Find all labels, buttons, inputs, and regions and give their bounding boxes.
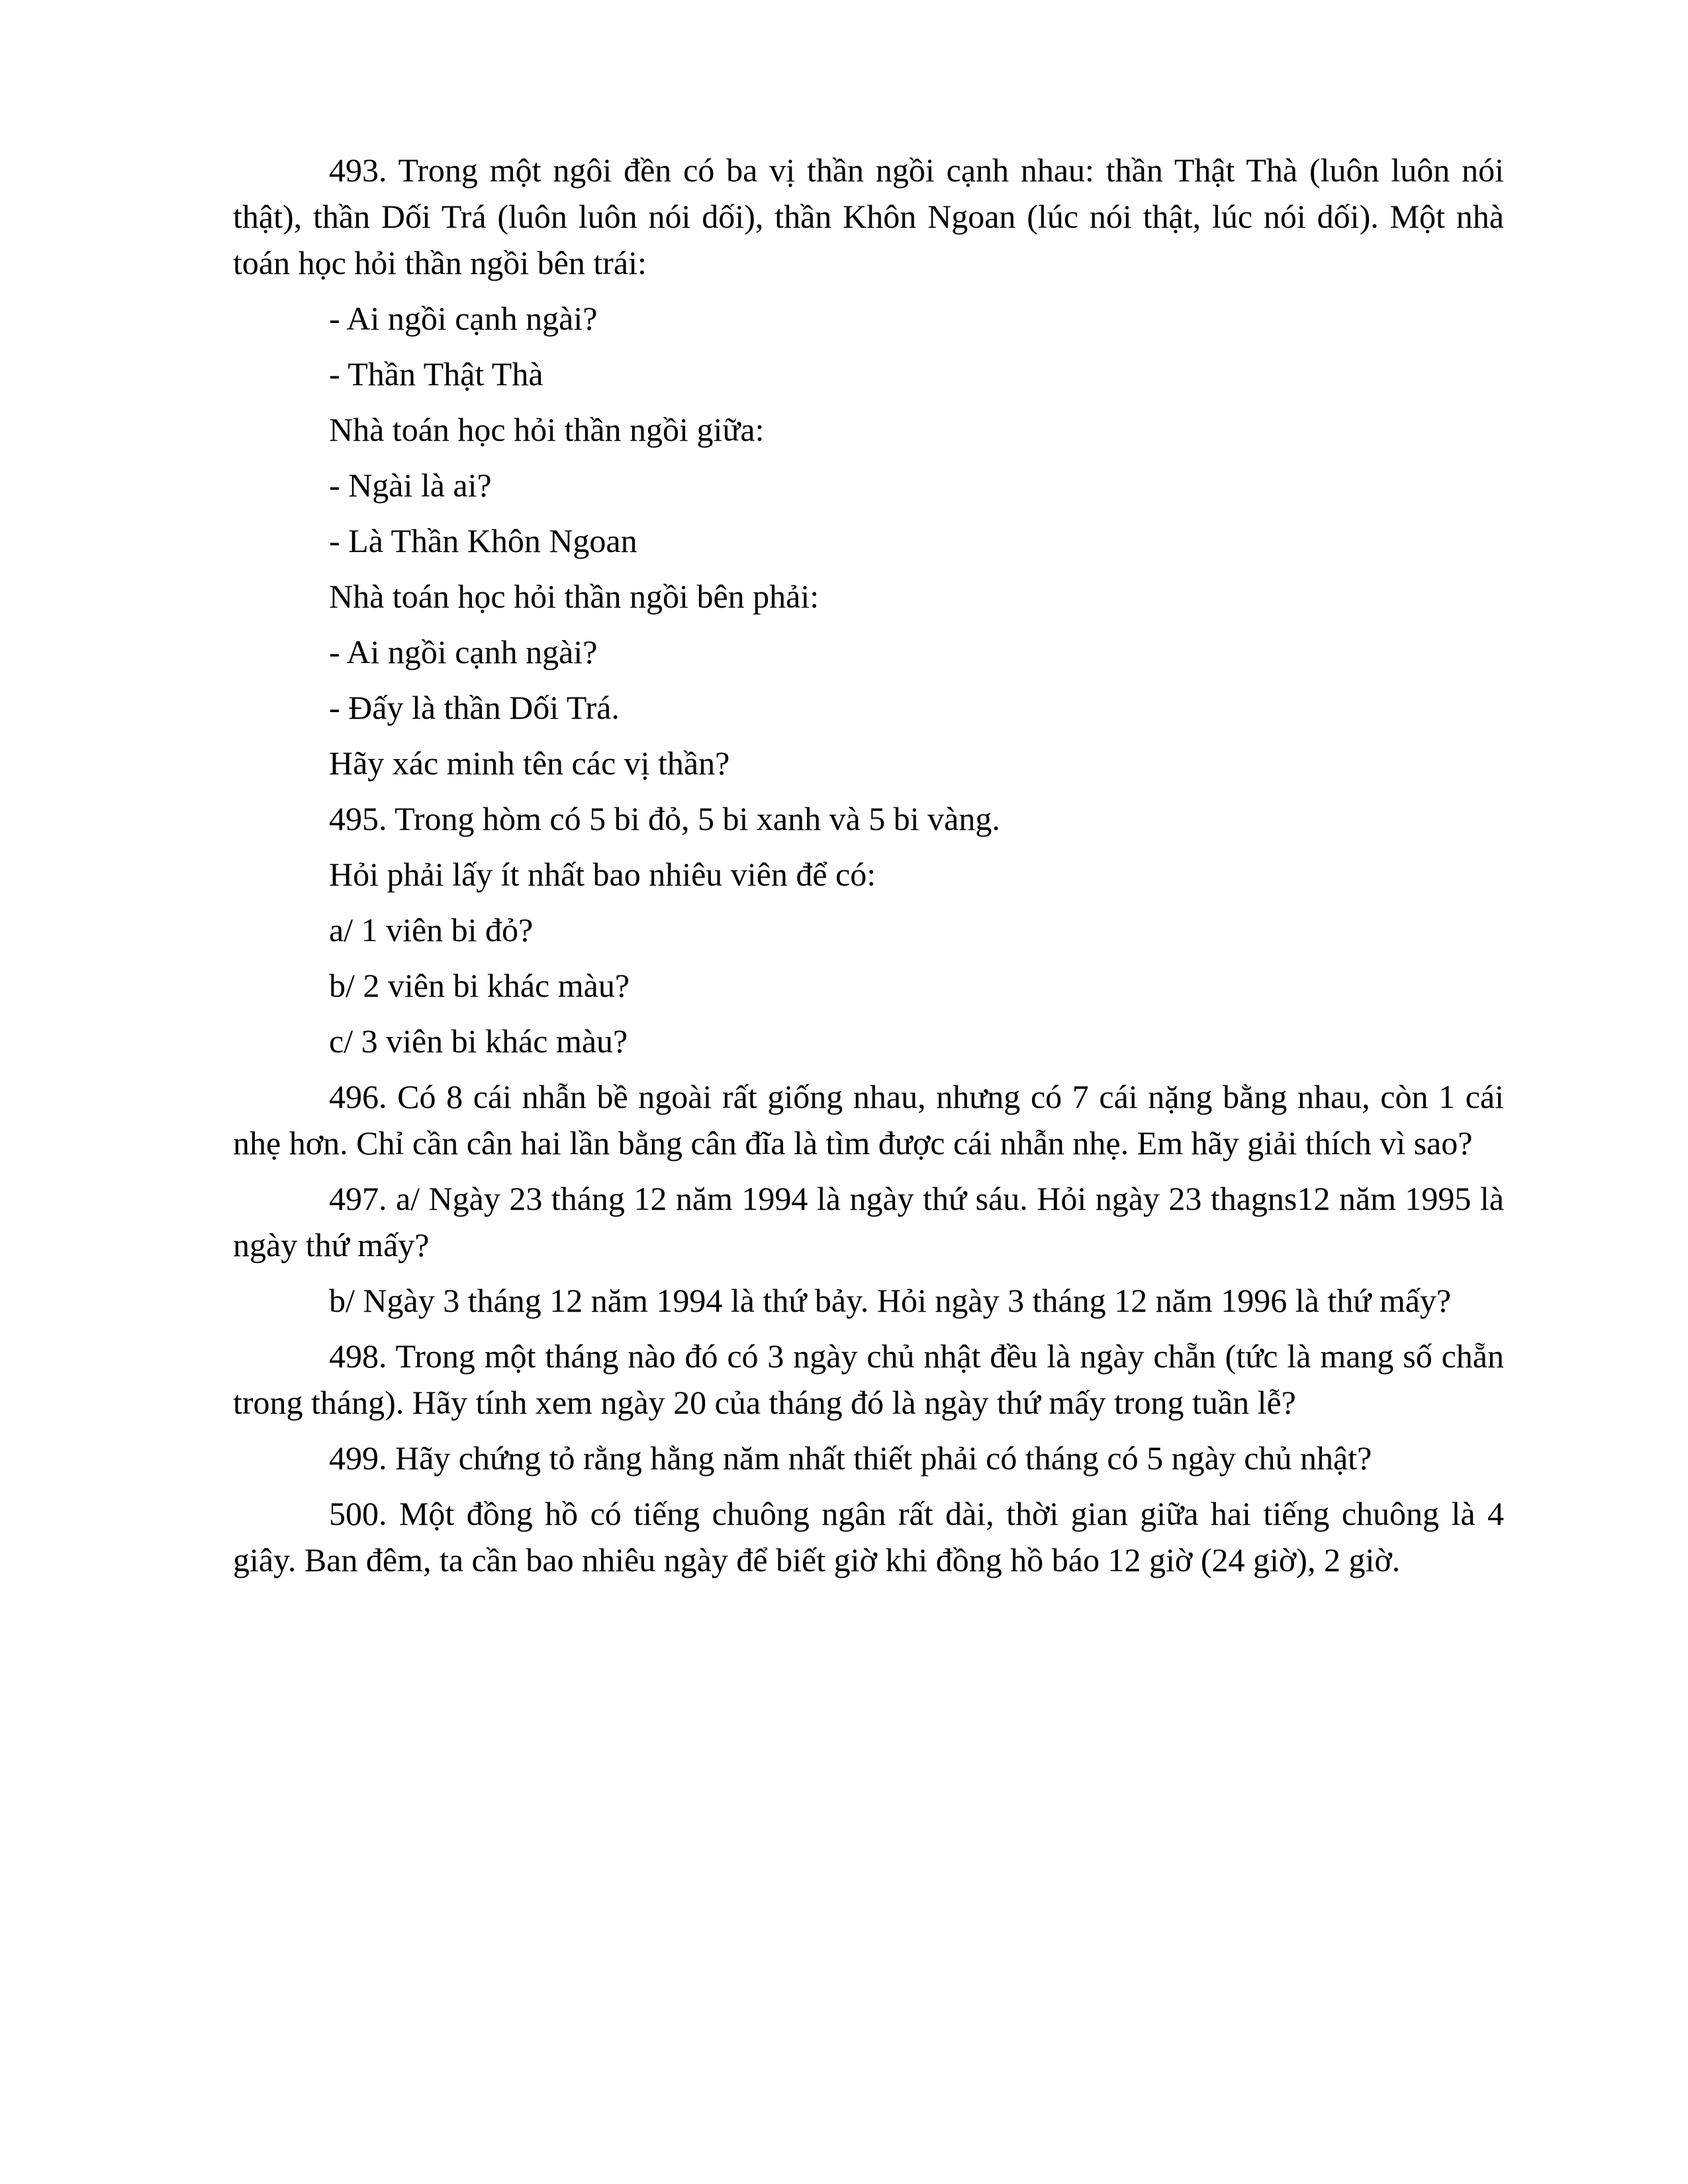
problem-499-statement: 499. Hãy chứng tỏ rằng hằng năm nhất thiết phải có tháng có 5 ngày chủ nhật? — [329, 1439, 1372, 1477]
dialogue-line-question-middle: - Ngài là ai? — [329, 467, 492, 504]
problem-497-item-a: 497. a/ Ngày 23 tháng 12 năm 1994 là ngày thứ sáu. Hỏi ngày 23 thagns12 năm 1995 là ngày thứ mấy? — [233, 1180, 1504, 1263]
dialogue-line-answer-left: - Thần Thật Thà — [329, 355, 543, 392]
dialogue-line-answer-right: - Đấy là thần Dối Trá. — [329, 689, 620, 726]
dialogue-line-answer-middle: - Là Thần Khôn Ngoan — [329, 522, 637, 559]
problem-496-statement: 496. Có 8 cái nhẫn bề ngoài rất giống nhau, nhưng có 7 cái nặng bằng nhau, còn 1 cái nhẹ hơn. Chỉ cần cân hai lần bằng cân đĩa là tìm được cái nhẫn nhẹ. Em hãy giải thích vì sao? — [233, 1078, 1504, 1161]
problem-495-item-b: b/ 2 viên bi khác màu? — [329, 967, 630, 1004]
problem-493-task: Hãy xác minh tên các vị thần? — [329, 745, 730, 782]
problem-495-question: Hỏi phải lấy ít nhất bao nhiêu viên để có: — [329, 856, 876, 893]
problem-495-statement: 495. Trong hòm có 5 bi đỏ, 5 bi xanh và 5 bi vàng. — [329, 800, 1000, 837]
problem-498-statement: 498. Trong một tháng nào đó có 3 ngày chủ nhật đều là ngày chẵn (tức là mang số chẵn trong tháng). Hãy tính xem ngày 20 của tháng đó là ngày thứ mấy trong tuần lễ? — [233, 1338, 1504, 1421]
narration-ask-right: Nhà toán học hỏi thần ngồi bên phải: — [329, 578, 820, 615]
problem-493-statement: 493. Trong một ngôi đền có ba vị thần ngồi cạnh nhau: thần Thật Thà (luôn luôn nói thật), thần Dối Trá (luôn luôn nói dối), thần Khôn Ngoan (lúc nói thật, lúc nói dối). Một nhà toán học hỏi thần ngồi bên trái: — [233, 152, 1504, 281]
problem-500-statement: 500. Một đồng hồ có tiếng chuông ngân rất dài, thời gian giữa hai tiếng chuông là 4 giây. Ban đêm, ta cần bao nhiêu ngày để biết giờ khi đồng hồ báo 12 giờ (24 giờ), 2 giờ. — [233, 1495, 1504, 1578]
dialogue-line-question-right: - Ai ngồi cạnh ngài? — [329, 633, 598, 670]
problem-495-item-c: c/ 3 viên bi khác màu? — [329, 1023, 628, 1060]
problem-495-item-a: a/ 1 viên bi đỏ? — [329, 911, 534, 948]
problem-497-item-b: b/ Ngày 3 tháng 12 năm 1994 là thứ bảy. Hỏi ngày 3 tháng 12 năm 1996 là thứ mấy? — [329, 1282, 1452, 1319]
dialogue-line-question-left: - Ai ngồi cạnh ngài? — [329, 300, 598, 337]
narration-ask-middle: Nhà toán học hỏi thần ngồi giữa: — [329, 411, 765, 448]
